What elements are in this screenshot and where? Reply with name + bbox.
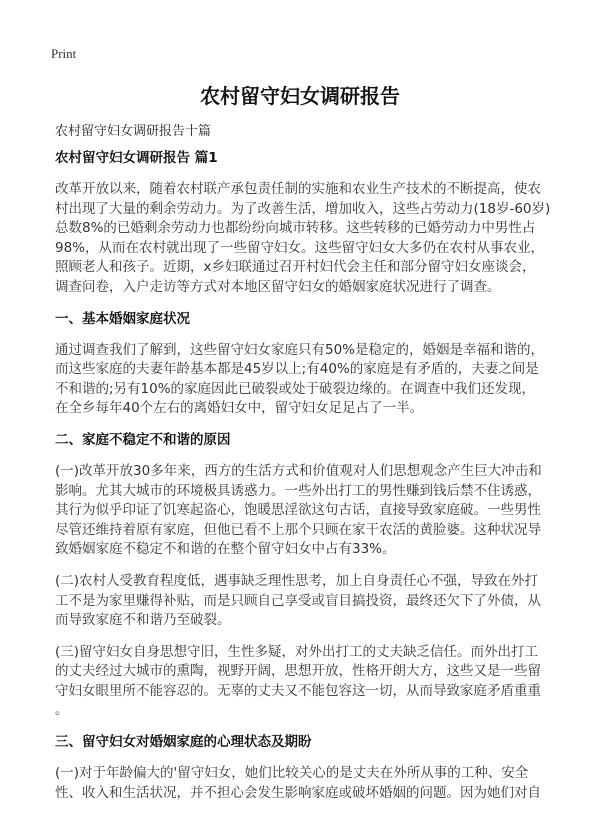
paragraph-line: 总数8%的已婚剩余劳动力也都纷纷向城市转移。这些转移的已婚劳动力中男性占 xyxy=(55,220,536,237)
paragraph-line: 影响。尤其大城市的环境极具诱惑力。一些外出打工的男性赚到钱后禁不住诱惑， xyxy=(55,482,541,499)
paragraph-line: 致婚姻家庭不稳定不和谐的在整个留守妇女中占有33%。 xyxy=(55,541,396,558)
paragraph-line: 村出现了大量的剩余劳动力。为了改善生活，增加收入，这些占劳动力(18岁-60岁) xyxy=(55,200,551,217)
document-body xyxy=(55,149,565,815)
page-title: 农村留守妇女调研报告 xyxy=(200,84,400,108)
paragraph xyxy=(55,643,565,721)
paragraph-line: 其行为似乎印证了饥寒起盗心，饱暖思淫欲这句古话，直接导致家庭破。一些男性 xyxy=(55,502,541,519)
section-heading: 三、留守妇女对婚姻家庭的心理状态及期盼 xyxy=(55,734,312,751)
paragraph-line: 性、收入和生活状况，并不担心会发生影响家庭或破坏婚姻的问题。因为她们对自 xyxy=(55,784,541,801)
paragraph xyxy=(55,180,565,298)
section-heading: 一、基本婚姻家庭状况 xyxy=(55,310,190,327)
paragraph-line: 不和谐的;另有10%的家庭因此已破裂或处于破裂边缘的。在调查中我们还发现， xyxy=(55,380,536,397)
paragraph-line: 而这些家庭的夫妻年龄基本都是45岁以上;有40%的家庭是有矛盾的，夫妻之间是 xyxy=(55,361,539,378)
paragraph-line: 改革开放以来，随着农村联产承包责任制的实施和农业生产技术的不断提高，使农 xyxy=(55,181,541,197)
paragraph-line: 通过调查我们了解到，这些留守妇女家庭只有50%是稳定的，婚姻是幸福和谐的， xyxy=(55,341,545,358)
paragraph-line: 98%，从而在农村就出现了一些留守妇女。这些留守妇女大多仍在农村从事农业， xyxy=(55,239,545,256)
paragraph-line: (三)留守妇女自身思想守旧，生性多疑，对外出打工的丈夫缺乏信任。而外出打工 xyxy=(55,643,539,660)
print-link[interactable]: Print xyxy=(51,46,77,61)
section-heading: 二、家庭不稳定不和谐的原因 xyxy=(55,431,231,448)
paragraph-line: (二)农村人受教育程度低，遇事缺乏理性思考，加上自身责任心不强，导致在外打 xyxy=(55,572,539,589)
section-heading: 农村留守妇女调研报告 篇1 xyxy=(55,150,218,166)
paragraph xyxy=(55,462,565,560)
document-subtitle: 农村留守妇女调研报告十篇 xyxy=(55,124,212,139)
paragraph-line: (一)改革开放30多年来，西方的生活方式和价值观对人们思想观念产生巨大冲击和 xyxy=(55,462,542,479)
paragraph-line: 。 xyxy=(55,702,69,719)
paragraph xyxy=(55,764,565,803)
paragraph-line: 尽管还维持着原有家庭，但他已看不上那个只顾在家干农活的黄脸婆。这种状况导 xyxy=(55,521,541,538)
paragraph-line: 而导致家庭不和谐乃至破裂。 xyxy=(55,612,231,629)
paragraph-line: 调查问卷，入户走访等方式对本地区留守妇女的婚姻家庭状况进行了调查。 xyxy=(55,278,501,295)
paragraph xyxy=(55,572,565,631)
paragraph-line: 在全乡每年40个左右的离婚妇女中，留守妇女足足占了一半。 xyxy=(55,400,424,417)
paragraph-line: 的丈夫经过大城市的熏陶，视野开阔，思想开放，性格开朗大方，这些又是一些留 xyxy=(55,663,541,680)
paragraph-line: 照顾老人和孩子。近期，x乡妇联通过召开村妇代会主任和部分留守妇女座谈会， xyxy=(55,259,536,276)
paragraph-line: 工不是为家里赚得补贴，而是只顾自己享受或盲目搞投资，最终还欠下了外债，从 xyxy=(55,592,541,609)
paragraph-line: (一)对于年龄偏大的'留守妇女，她们比较关心的是丈夫在外所从事的工种、安全 xyxy=(55,765,529,782)
paragraph-line: 守妇女眼里所不能容忍的。无辜的丈夫又不能包容这一切，从而导致家庭矛盾重重 xyxy=(55,682,541,699)
paragraph xyxy=(55,341,565,419)
